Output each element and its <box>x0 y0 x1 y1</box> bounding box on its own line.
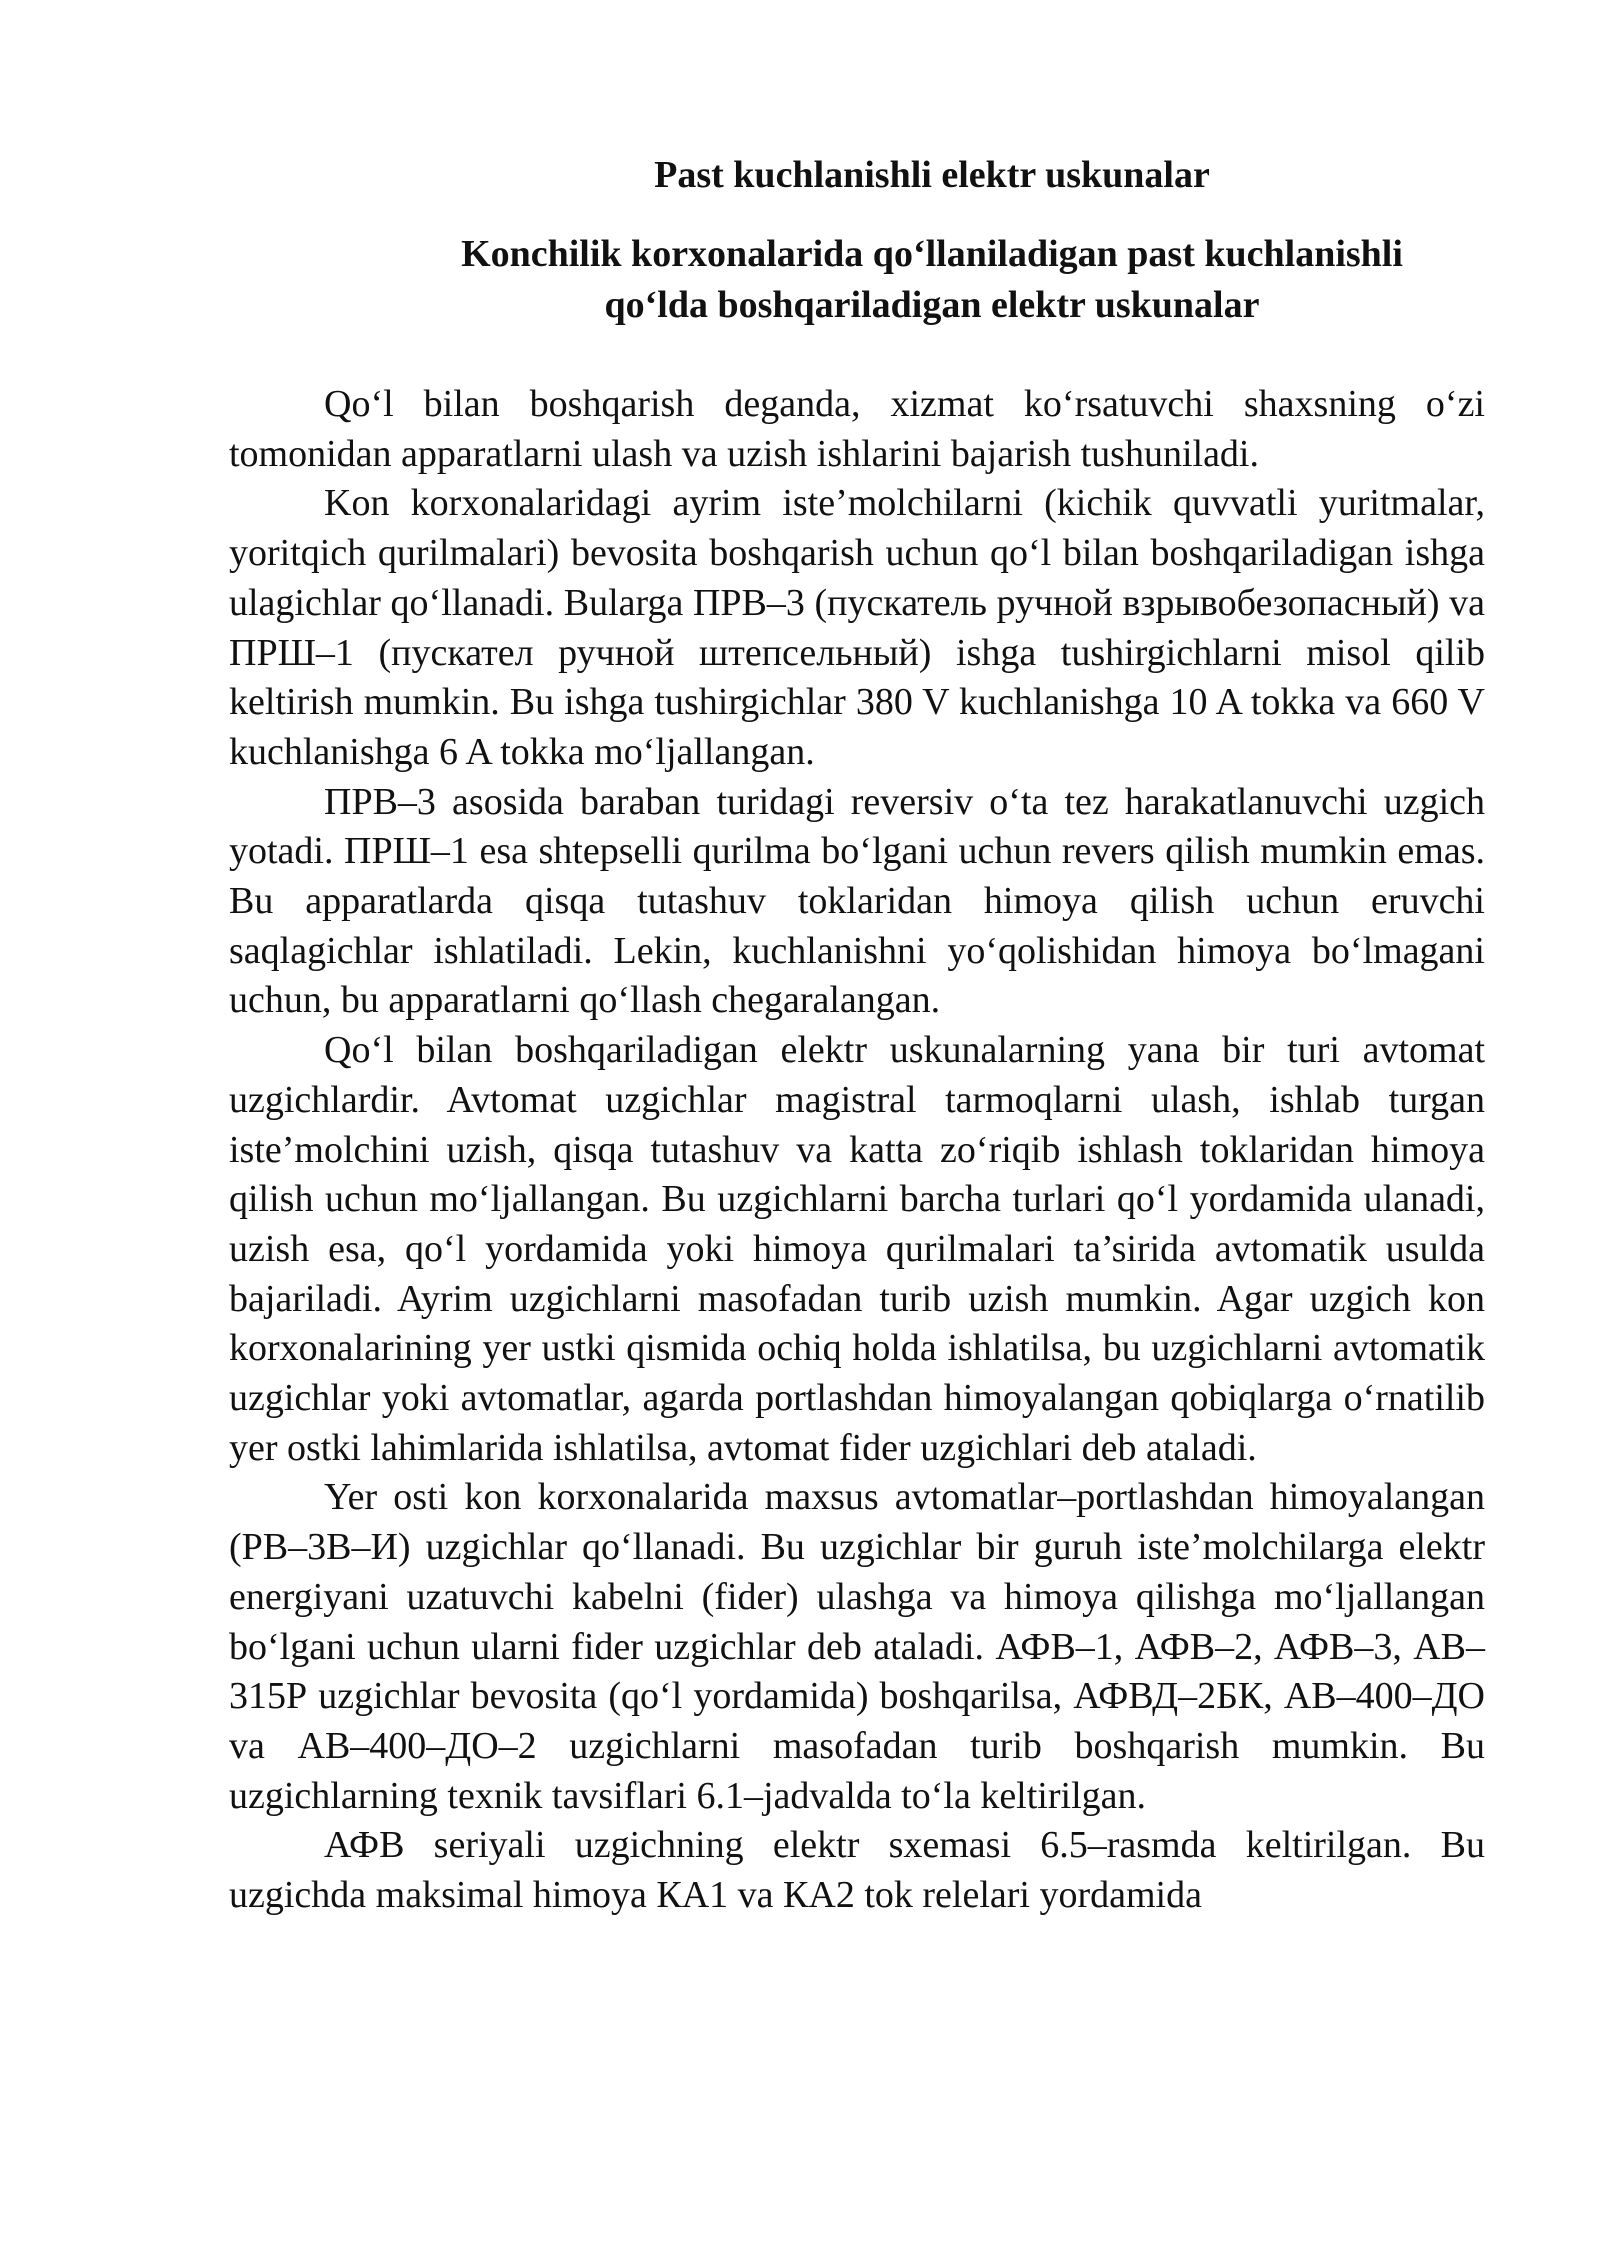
body-text <box>229 380 1485 1921</box>
section-heading-line-1: Konchilik korxonalarida qo‘llaniladigan past kuchlanishli <box>461 233 1403 275</box>
section-heading-line-2: qo‘lda boshqariladigan elektr uskunalar <box>604 284 1260 326</box>
paragraph-6: АФВ seriyali uzgichning elektr sxemasi 6.5–rasmda keltirilgan. Bu uzgichda maksimal himoya КА1 va КА2 tok relelari yordamida <box>229 1824 1485 1917</box>
document-title: Past kuchlanishli elektr uskunalar <box>654 154 1210 196</box>
paragraph-3: ПРВ–3 asosida baraban turidagi reversiv o‘ta tez harakatlanuvchi uzgich yotadi. ПРШ–1 esa shtepselli qurilma bo‘lgani uchun revers qilish mumkin emas. Bu apparatlarda qisqa tutashuv toklaridan himoya qilish uchun eruvchi saqlagichlar ishlatiladi. Lekin, kuchlanishni yo‘qolishidan himoya bo‘lmagani uchun, bu apparatlarni qo‘llash chegaralangan. <box>229 780 1485 1022</box>
document-page <box>229 150 1485 1921</box>
paragraph-1: Qo‘l bilan boshqarish deganda, xizmat ko‘rsatuvchi shaxsning o‘zi tomonidan apparatlarni ulash va uzish ishlarini bajarish tushuniladi. <box>229 383 1485 475</box>
paragraph-4: Qo‘l bilan boshqariladigan elektr uskunalarning yana bir turi avtomat uzgichlardir. Avtomat uzgichlar magistral tarmoqlarni ulash, ishlab turgan iste’molchini uzish, qisqa tutashuv va katta zo‘riqib ishlash toklaridan himoya qilish uchun mo‘ljallangan. Bu uzgichlarni barcha turlari qo‘l yordamida ulanadi, uzish esa, qo‘l yordamida yoki himoya qurilmalari ta’sirida avtomatik usulda bajariladi. Ayrim uzgichlarni masofadan turib uzish mumkin. Agar uzgich kon korxonalarining yer ustki qismida ochiq holda ishlatilsa, bu uzgichlarni avtomatik uzgichlar yoki avtomatlar, agarda portlashdan himoyalangan qobiqlarga o‘rnatilib yer ostki lahimlarida ishlatilsa, avtomat fider uzgichlari deb ataladi. <box>229 1029 1485 1469</box>
paragraph-2: Kon korxonalaridagi ayrim iste’molchilarni (kichik quvvatli yuritmalar, yoritqich qurilmalari) bevosita boshqarish uchun qo‘l bilan boshqariladigan ishga ulagichlar qo‘llanadi. Bularga ПРВ–3 (пускатель ручной взрывобезопасный) va ПРШ–1 (пускател ручной штепсельный) ishga tushirgichlarni misol qilib keltirish mumkin. Bu ishga tushirgichlar 380 V kuchlanishga 10 A tokka va 660 V kuchlanishga 6 A tokka mo‘ljallangan. <box>229 482 1485 773</box>
section-heading <box>229 229 1485 331</box>
paragraph-5: Yer osti kon korxonalarida maxsus avtomatlar–portlashdan himoyalangan (РВ–3В–И) uzgichlar qo‘llanadi. Bu uzgichlar bir guruh iste’molchilarga elektr energiyani uzatuvchi kabelni (fider) ulashga va himoya qilishga mo‘ljallangan bo‘lgani uchun ularni fider uzgichlar deb ataladi. АФВ–1, АФВ–2, АФВ–3, АВ–315Р uzgichlar bevosita (qo‘l yordamida) boshqarilsa, АФВД–2БК, АВ–400–ДО va АВ–400–ДО–2 uzgichlarni masofadan turib boshqarish mumkin. Bu uzgichlarning texnik tavsiflari 6.1–jadvalda to‘la keltirilgan. <box>229 1476 1485 1817</box>
